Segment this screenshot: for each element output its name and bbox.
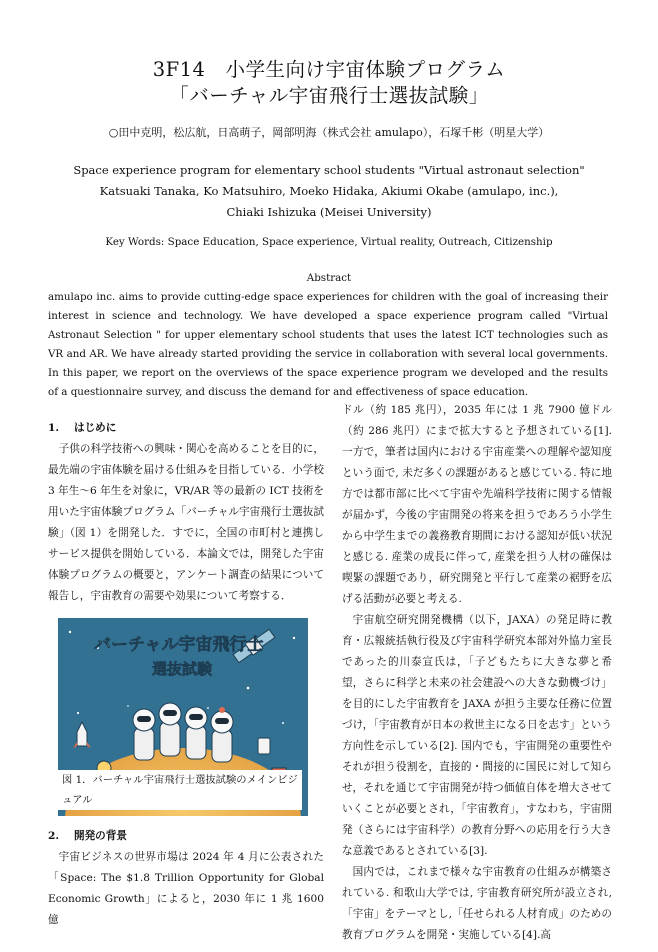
figure-title-line1: バーチャル宇宙飛行士 [94,635,264,655]
authors-japanese: ○田中克明，松広航，日高萌子，岡部明海（株式会社 amulapo），石塚千彬（明星大学） [108,126,550,139]
section1-title: はじめに [74,422,117,434]
section2-para1-start: 宇宙ビジネスの世界市場は 2024 年 4 月に公表された「Space: The $1.8 Trillion Opportunity for Global Economic Growth」によると，2030 年に 1 兆 1600 億 [48,851,324,926]
section1-number: 1. [48,422,60,434]
astronaut-4 [211,707,233,762]
english-title-block [0,160,658,223]
abstract-text: amulapo inc. aims to provide cutting-edge space experiences for children with the goal of increasing their interest in science and technology. We have developed a space experience program called "Virtual Astronaut Selection " for upper elementary school students that uses the latest ICT technologies such as VR and AR. We have already started providing the service in collaboration with several local governments. In this paper, we report on the overviews of the space experience program we developed and the results of a questionnaire survey, and discuss the demand for and effectiveness of space education. [48,291,608,398]
section2-para3: 国内では，これまで様々な宇宙教育の仕組みが構築されている. 和歌山大学では, 宇宙教育研究所が設立され,「宇宙」をテーマとし,「任せられる人材育成」のための教育プログラムを開発・実施している[4].高 [342,866,612,941]
section1-text: 子供の科学技術への興味・関心を高めることを目的に，最先端の宇宙体験を届ける仕組みを目指している．小学校 3 年生～6 年生を対象に，VR/AR 等の最新の ICT 技術を用いた宇宙体験プログラム「バーチャル宇宙飛行士選抜試験」（図 1）を開発した．すでに，全国の市町村と連携しサービス提供を開始している．本論文では，開発した宇宙体験プログラムの概要と，アンケート調査の結果について報告し，宇宙教育の需要や効果について考察する． [48,443,324,602]
english-authors-line2: Chiaki Ishizuka (Meisei University) [226,205,432,219]
section2-para2: 宇宙航空研究開発機構（以下，JAXA）の発足時に教育・広報統括執行役及び宇宙科学研究本部対外協力室長であった的川泰宣氏は，「子どもたちに大きな夢と希望，さらに科学と未来の社会建設への大きな動機づけ」を目的にした宇宙教育を JAXA が担う主要な任務に位置づけ，「宇宙教育が日本の救世主になる日を志す」という方向性を示している[2]. 国内でも，宇宙開発の重要性やそれが担う役割を，直接的・間接的に国民に対して知らせ，それを通じて宇宙開発が持つ価値自体を増大させていくことが必要とされ，「宇宙教育」，すなわち，宇宙開発（さらには宇宙科学）の教育分野への応用を行う大きな意義であるとされている[3]. [342,614,612,857]
abstract-heading: Abstract [306,272,352,284]
left-column-upper [48,418,324,607]
english-title: Space experience program for elementary school students "Virtual astronaut selection" [73,163,585,177]
astronaut-2 [159,703,181,756]
paper-title-line1: 3F14 小学生向け宇宙体験プログラム [152,58,506,81]
right-column [342,400,612,946]
section1-heading [48,418,324,439]
astronaut-1 [133,709,155,760]
paper-title-line2: 「バーチャル宇宙飛行士選抜試験」 [169,84,489,107]
keywords: Key Words: Space Education, Space experience, Virtual reality, Outreach, Citizenship [105,236,553,248]
section2-heading [48,826,324,847]
astronaut-3 [185,707,207,759]
section2-para1-continued: ドル（約 185 兆円），2035 年には 1 兆 7900 億ドル（約 286 兆円）にまで拡大すると予想されている[1]. 一方で，筆者は国内における宇宙産業への理解や認知度という面で, 未だ多くの課題があると感じている. 特に地方では都市部に比べて宇宙や先端科学技術に関する情報が届かず，今後の宇宙開発の将来を担うであろう小学生から中学生までの義務教育期間における認知が低い状況と感じる. 産業の成長に伴って, 産業を担う人材の確保は喫緊の課題であり，研究開発と平行して産業の裾野を広げる活動が必要と考える. [342,404,612,605]
section2-number: 2. [48,830,60,842]
english-authors-line1: Katsuaki Tanaka, Ko Matsuhiro, Moeko Hidaka, Akiumi Okabe (amulapo, inc.), [99,184,559,198]
section2-title: 開発の背景 [74,830,127,842]
figure1-caption: 図 1．バーチャル宇宙飛行士選抜試験のメインビジュアル [58,770,302,810]
left-column-lower [48,826,324,931]
figure-title-line2: 選抜試験 [152,660,213,678]
